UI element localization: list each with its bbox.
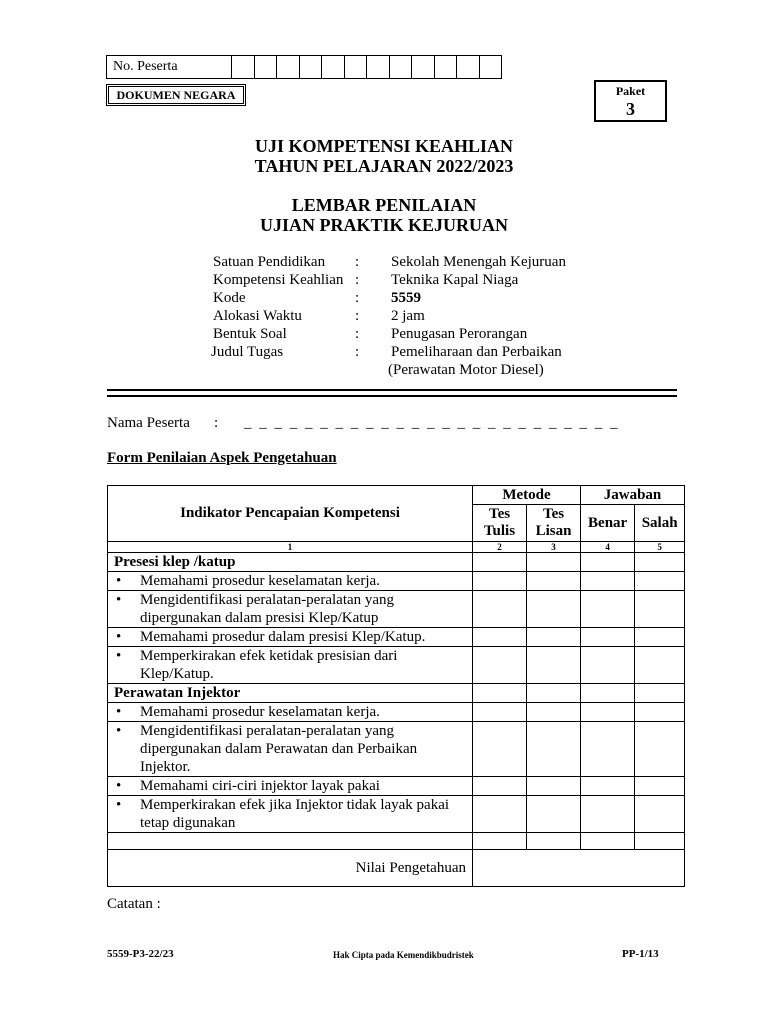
info-colon: : — [355, 254, 360, 270]
benar-cell[interactable] — [581, 591, 635, 628]
salah-cell[interactable] — [635, 684, 685, 703]
benar-cell[interactable] — [581, 703, 635, 722]
benar-cell[interactable] — [581, 628, 635, 647]
tes-lisan-cell[interactable] — [527, 647, 581, 684]
info-key: Kompetensi Keahlian — [213, 272, 344, 288]
bullet: • — [116, 629, 122, 645]
header-metode: Metode — [473, 486, 581, 505]
header-tes-tulis-line2: Tulis — [483, 523, 516, 539]
title-line-4: UJIAN PRAKTIK KEJURUAN — [259, 215, 508, 235]
info-colon: : — [355, 326, 360, 342]
salah-cell[interactable] — [635, 647, 685, 684]
table-row — [108, 722, 685, 777]
info-value: Penugasan Perorangan — [391, 326, 528, 342]
bullet: • — [116, 592, 122, 608]
salah-cell[interactable] — [635, 722, 685, 777]
paket-value: 3 — [626, 99, 635, 119]
tes-tulis-cell[interactable] — [473, 553, 527, 572]
table-row — [108, 777, 685, 796]
title-line-3: LEMBAR PENILAIAN — [291, 195, 477, 215]
header-tes-lisan — [527, 505, 581, 542]
catatan-label: Catatan : — [107, 896, 161, 912]
bullet: • — [116, 704, 122, 720]
indicator-text: Mengidentifikasi peralatan-peralatan yang dipergunakan dalam Perawatan dan Perbaikan Injektor. — [140, 723, 418, 775]
tes-tulis-cell[interactable] — [473, 796, 527, 833]
benar-cell[interactable] — [581, 833, 635, 850]
double-divider — [107, 389, 677, 397]
indicator-text: Mengidentifikasi peralatan-peralatan yang dipergunakan dalam presisi Klep/Katup — [140, 592, 395, 626]
bullet: • — [116, 778, 122, 794]
no-peserta-cell[interactable] — [277, 56, 300, 78]
tes-lisan-cell[interactable] — [527, 684, 581, 703]
title-line-2: TAHUN PELAJARAN 2022/2023 — [254, 156, 514, 176]
tes-tulis-cell[interactable] — [473, 722, 527, 777]
tes-tulis-cell[interactable] — [473, 591, 527, 628]
tes-lisan-cell[interactable] — [527, 572, 581, 591]
indicator-text: Memahami prosedur keselamatan kerja. — [140, 573, 380, 589]
table-row — [108, 703, 685, 722]
benar-cell[interactable] — [581, 647, 635, 684]
no-peserta-cell[interactable] — [435, 56, 458, 78]
header-jawaban: Jawaban — [581, 486, 685, 505]
info-value: (Perawatan Motor Diesel) — [388, 362, 544, 378]
nilai-row — [108, 850, 685, 887]
no-peserta-cell[interactable] — [390, 56, 413, 78]
header-salah: Salah — [635, 505, 685, 542]
section-title: Perawatan Injektor — [108, 684, 473, 703]
salah-cell[interactable] — [635, 833, 685, 850]
benar-cell[interactable] — [581, 796, 635, 833]
info-value: 5559 — [391, 290, 421, 306]
no-peserta-cell[interactable] — [412, 56, 435, 78]
assessment-table — [107, 485, 685, 887]
footer-page-number: PP-1/13 — [622, 948, 659, 960]
tes-tulis-cell[interactable] — [473, 777, 527, 796]
nama-peserta-label: Nama Peserta — [107, 415, 190, 431]
table-header-row — [108, 486, 685, 505]
tes-tulis-cell[interactable] — [473, 703, 527, 722]
benar-cell[interactable] — [581, 553, 635, 572]
info-value: Sekolah Menengah Kejuruan — [391, 254, 566, 270]
no-peserta-cell[interactable] — [322, 56, 345, 78]
indicator-text: Memahami prosedur keselamatan kerja. — [140, 704, 380, 720]
column-number: 5 — [635, 542, 685, 553]
column-number: 4 — [581, 542, 635, 553]
info-value: Pemeliharaan dan Perbaikan — [391, 344, 562, 360]
no-peserta-label: No. Peserta — [107, 56, 232, 78]
tes-lisan-cell[interactable] — [527, 628, 581, 647]
nilai-pengetahuan-value[interactable] — [473, 850, 685, 887]
dokumen-negara-label: DOKUMEN NEGARA — [106, 84, 246, 106]
indicator-text: Memahami ciri-ciri injektor layak pakai — [140, 778, 380, 794]
paket-label: Paket — [615, 84, 646, 98]
tes-lisan-cell[interactable] — [527, 796, 581, 833]
no-peserta-cell[interactable] — [300, 56, 323, 78]
info-colon: : — [355, 290, 360, 306]
nama-peserta-row — [107, 415, 620, 432]
nama-peserta-colon: : — [214, 415, 219, 431]
salah-cell[interactable] — [635, 553, 685, 572]
section-row — [108, 684, 685, 703]
no-peserta-cell[interactable] — [232, 56, 255, 78]
benar-cell[interactable] — [581, 722, 635, 777]
tes-lisan-cell[interactable] — [527, 553, 581, 572]
bullet: • — [116, 573, 122, 589]
tes-tulis-cell[interactable] — [473, 572, 527, 591]
nilai-pengetahuan-label: Nilai Pengetahuan — [108, 850, 473, 887]
tes-lisan-cell[interactable] — [527, 777, 581, 796]
tes-lisan-cell[interactable] — [527, 722, 581, 777]
empty-cell[interactable] — [108, 833, 473, 850]
tes-tulis-cell[interactable] — [473, 684, 527, 703]
tes-tulis-cell[interactable] — [473, 833, 527, 850]
salah-cell[interactable] — [635, 572, 685, 591]
benar-cell[interactable] — [581, 684, 635, 703]
no-peserta-cell[interactable] — [367, 56, 390, 78]
salah-cell[interactable] — [635, 777, 685, 796]
header-tes-lisan-line1: Tes — [542, 506, 565, 522]
no-peserta-cell[interactable] — [480, 56, 502, 78]
footer-code: 5559-P3-22/23 — [107, 948, 174, 960]
info-colon: : — [355, 344, 360, 360]
table-row — [108, 647, 685, 684]
paket-box — [594, 80, 667, 122]
column-number: 1 — [108, 542, 473, 553]
info-value: 2 jam — [391, 308, 425, 324]
indicator-text: Memahami prosedur dalam presisi Klep/Katup. — [140, 629, 426, 645]
tes-lisan-cell[interactable] — [527, 591, 581, 628]
section-row — [108, 553, 685, 572]
no-peserta-cell[interactable] — [457, 56, 480, 78]
title-line-1: UJI KOMPETENSI KEAHLIAN — [254, 136, 514, 156]
salah-cell[interactable] — [635, 591, 685, 628]
salah-cell[interactable] — [635, 796, 685, 833]
header-tes-tulis — [473, 505, 527, 542]
header-tes-tulis-line1: Tes — [488, 506, 511, 522]
table-row — [108, 591, 685, 628]
info-colon: : — [355, 308, 360, 324]
column-number: 3 — [527, 542, 581, 553]
no-peserta-cell[interactable] — [345, 56, 368, 78]
info-key: Bentuk Soal — [213, 326, 287, 342]
header-tes-lisan-line2: Lisan — [535, 523, 572, 539]
indicator-text: Memperkirakan efek jika Injektor tidak layak pakai tetap digunakan — [140, 797, 450, 831]
info-value: Teknika Kapal Niaga — [391, 272, 519, 288]
info-key: Judul Tugas — [211, 344, 284, 360]
info-key: Alokasi Waktu — [213, 308, 302, 324]
info-key: Kode — [213, 290, 246, 306]
bullet: • — [116, 723, 122, 739]
form-heading: Form Penilaian Aspek Pengetahuan — [107, 450, 337, 466]
benar-cell[interactable] — [581, 572, 635, 591]
tes-lisan-cell[interactable] — [527, 703, 581, 722]
salah-cell[interactable] — [635, 628, 685, 647]
bullet: • — [116, 648, 122, 664]
section-title: Presesi klep /katup — [108, 553, 473, 572]
info-key: Satuan Pendidikan — [213, 254, 326, 270]
header-benar: Benar — [581, 505, 635, 542]
tes-tulis-cell[interactable] — [473, 628, 527, 647]
info-colon: : — [355, 272, 360, 288]
table-row-empty — [108, 833, 685, 850]
no-peserta-box — [106, 55, 502, 79]
nama-peserta-field[interactable]: _ _ _ _ _ _ _ _ _ _ _ _ _ _ _ _ _ _ _ _ _ _ _ _ _ — [244, 415, 620, 431]
column-number: 2 — [473, 542, 527, 553]
table-row — [108, 796, 685, 833]
tes-tulis-cell[interactable] — [473, 647, 527, 684]
indicator-text: Memperkirakan efek ketidak presisian dari Klep/Katup. — [140, 648, 398, 682]
no-peserta-cell[interactable] — [255, 56, 278, 78]
header-indikator: Indikator Pencapaian Kompetensi — [108, 486, 473, 542]
column-number-row — [108, 542, 685, 553]
table-row — [108, 572, 685, 591]
bullet: • — [116, 797, 122, 813]
tes-lisan-cell[interactable] — [527, 833, 581, 850]
table-row — [108, 628, 685, 647]
benar-cell[interactable] — [581, 777, 635, 796]
salah-cell[interactable] — [635, 703, 685, 722]
footer-copyright: Hak Cipta pada Kemendikbudristek — [333, 950, 474, 960]
